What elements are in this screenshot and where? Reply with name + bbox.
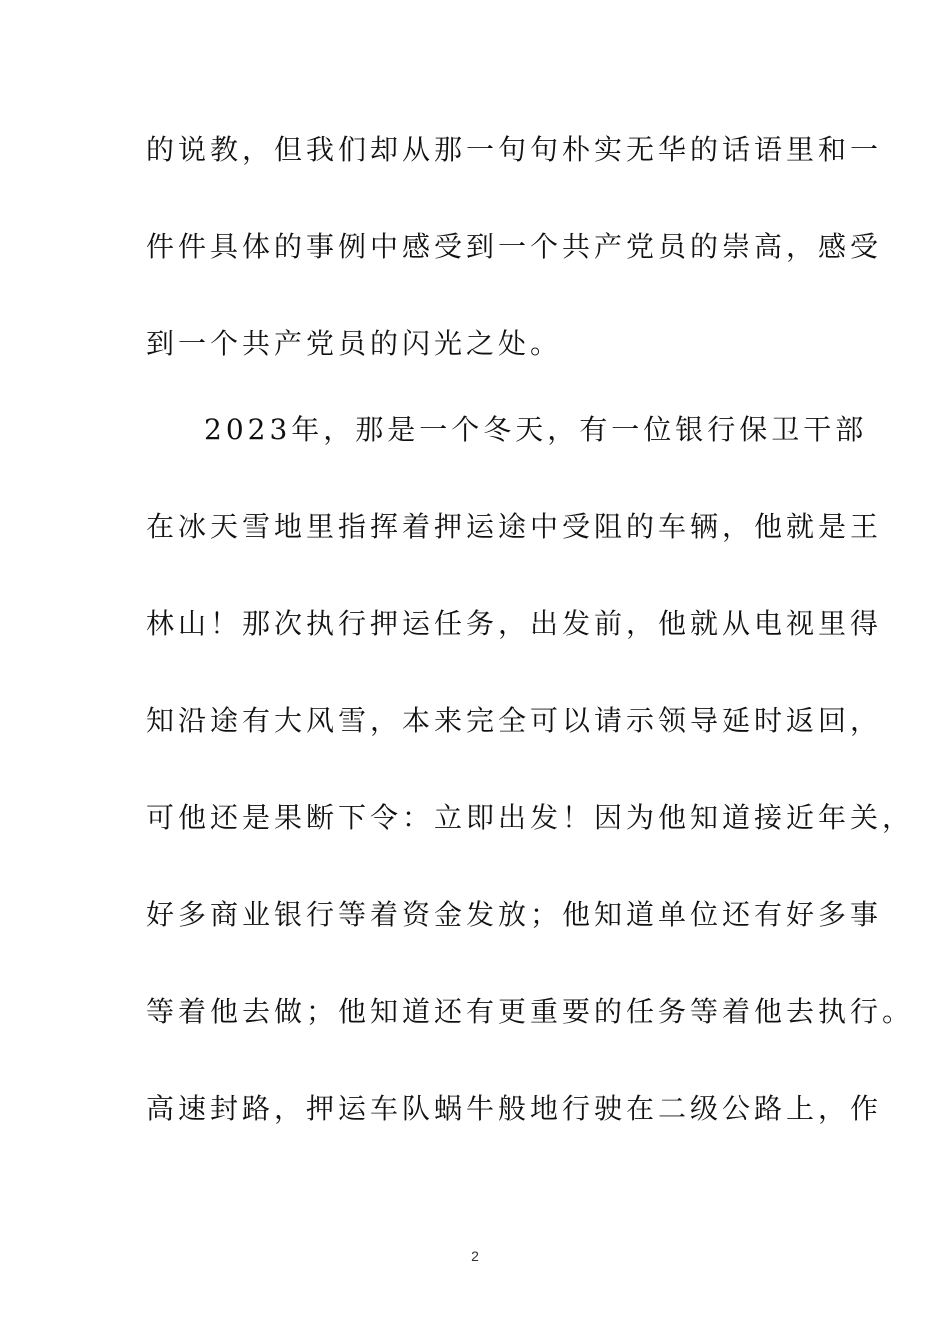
text-line: 的说教，但我们却从那一句句朴实无华的话语里和一: [146, 133, 883, 166]
text-line: 到一个共产党员的闪光之处。: [146, 327, 563, 360]
text-line: 件件具体的事例中感受到一个共产党员的崇高，感受: [146, 230, 883, 263]
text-line: 高速封路，押运车队蜗牛般地行驶在二级公路上，作: [146, 1092, 883, 1125]
text-line: 林山！那次执行押运任务，出发前，他就从电视里得: [146, 607, 883, 640]
text-line: 在冰天雪地里指挥着押运途中受阻的车辆，他就是王: [146, 510, 883, 543]
paragraph-start-line: 2023年，那是一个冬天，有一位银行保卫干部: [204, 413, 868, 446]
text-line: 好多商业银行等着资金发放；他知道单位还有好多事: [146, 898, 883, 931]
text-line: 等着他去做；他知道还有更重要的任务等着他去执行。: [146, 995, 915, 1028]
text-line: 可他还是果断下令：立即出发！因为他知道接近年关，: [146, 801, 915, 834]
page-number: 2: [471, 1248, 479, 1264]
text-line: 知沿途有大风雪，本来完全可以请示领导延时返回，: [146, 704, 883, 737]
